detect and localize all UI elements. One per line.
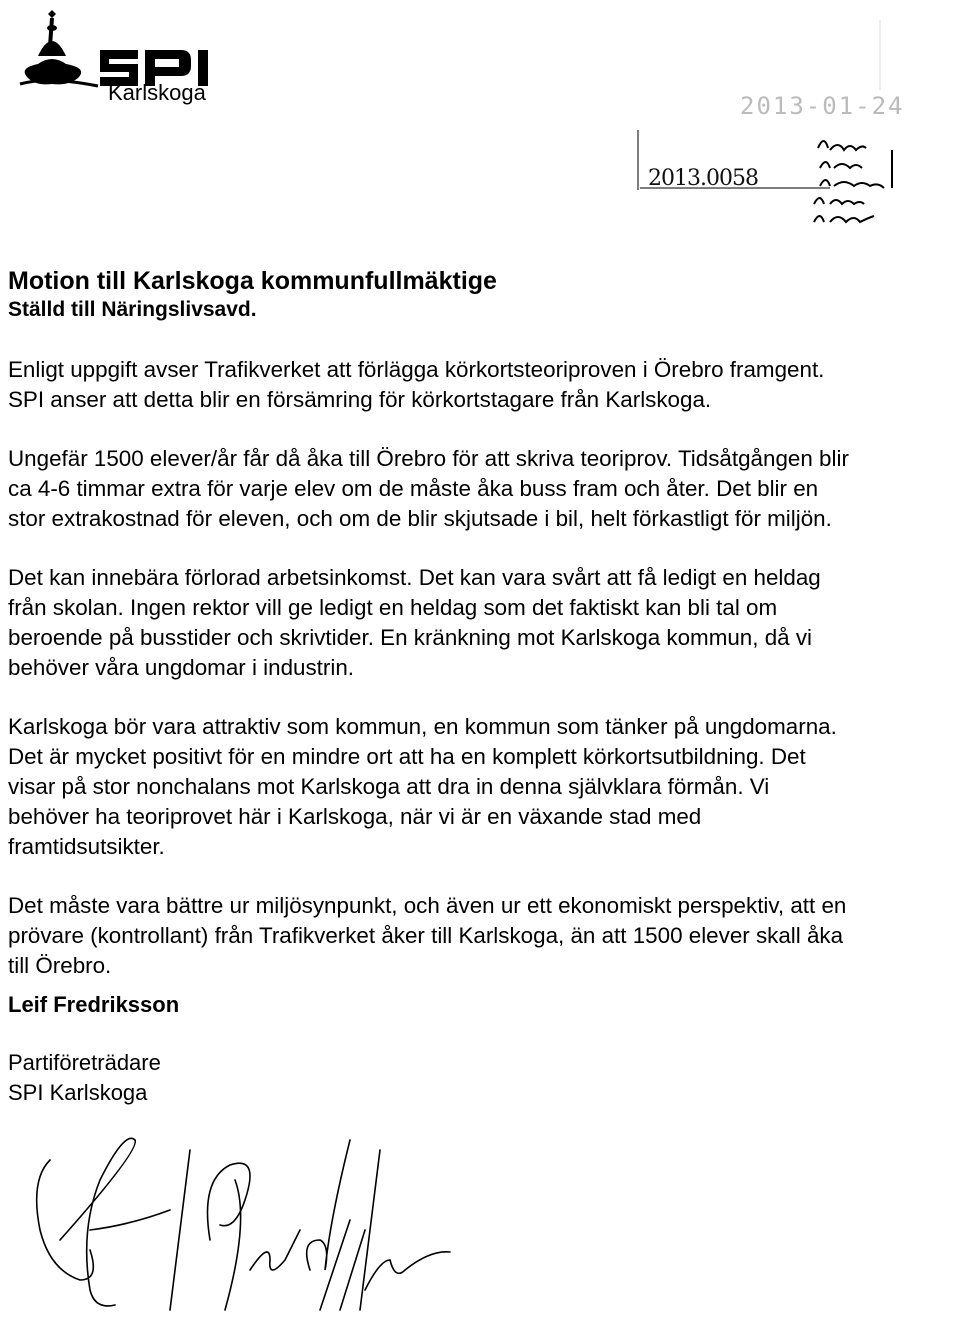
text-line: Enligt uppgift avser Trafikverket att förlägga körkortsteoriproven i Örebro framgent. bbox=[8, 357, 825, 382]
author-name: Leif Fredriksson bbox=[8, 992, 180, 1017]
stamp-date: 2013-01-24 bbox=[740, 92, 905, 120]
text-line: SPI anser att detta blir en försämring för körkortstagare från Karlskoga. bbox=[8, 387, 712, 412]
stamp-registration-number: 2013.0058 bbox=[648, 166, 758, 191]
text-line: Det kan innebära förlorad arbetsinkomst. Det kan vara svårt att få ledigt en heldag bbox=[8, 565, 821, 590]
document-subtitle: Ställd till Näringslivsavd. bbox=[8, 298, 257, 321]
text-line: visar på stor nonchalans mot Karlskoga att dra in denna självklara förmån. Vi bbox=[8, 774, 770, 799]
paragraph-3 bbox=[8, 563, 958, 683]
text-line: stor extrakostnad för eleven, och om de blir skjutsade i bil, helt förkastligt för miljön. bbox=[8, 506, 832, 531]
author-role: Partiföreträdare bbox=[8, 1050, 161, 1075]
paragraph-2 bbox=[8, 444, 958, 534]
text-line: beroende på busstider och skrivtider. En kränkning mot Karlskoga kommun, då vi bbox=[8, 625, 812, 650]
paragraph-5 bbox=[8, 891, 958, 981]
text-line: Karlskoga bör vara attraktiv som kommun, en kommun som tänker på ungdomarna. bbox=[8, 714, 837, 739]
paragraph-4 bbox=[8, 712, 958, 862]
closing-block bbox=[8, 990, 179, 1108]
handwritten-signature bbox=[20, 1120, 460, 1325]
stamp-marks-icon bbox=[630, 0, 960, 250]
text-line: Ungefär 1500 elever/år får då åka till Örebro för att skriva teoriprov. Tidsåtgången blir bbox=[8, 446, 849, 471]
text-line: Det är mycket positivt för en mindre ort att ha en komplett körkortsutbildning. Det bbox=[8, 744, 806, 769]
text-line: Det måste vara bättre ur miljösynpunkt, och även ur ett ekonomiskt perspektiv, att en bbox=[8, 893, 847, 918]
text-line: behöver våra ungdomar i industrin. bbox=[8, 655, 355, 680]
document-title: Motion till Karlskoga kommunfullmäktige bbox=[8, 267, 497, 295]
text-line: till Örebro. bbox=[8, 953, 112, 978]
text-line: prövare (kontrollant) från Trafikverket åker till Karlskoga, än att 1500 elever skall åka bbox=[8, 923, 844, 948]
paragraph-1 bbox=[8, 355, 958, 415]
text-line: ca 4-6 timmar extra för varje elev om de måste åka buss fram och åter. Det blir en bbox=[8, 476, 819, 501]
text-line: behöver ha teoriprovet här i Karlskoga, när vi är en växande stad med bbox=[8, 804, 702, 829]
logo-subtitle: Karlskoga bbox=[108, 80, 206, 105]
signature-icon bbox=[20, 1120, 460, 1320]
author-organization: SPI Karlskoga bbox=[8, 1080, 148, 1105]
motion-body bbox=[8, 355, 958, 1010]
spi-logo bbox=[8, 6, 308, 106]
registration-stamp bbox=[630, 0, 960, 250]
text-line: framtidsutsikter. bbox=[8, 834, 165, 859]
text-line: från skolan. Ingen rektor vill ge ledigt en heldag som det faktiskt kan bli tal om bbox=[8, 595, 778, 620]
